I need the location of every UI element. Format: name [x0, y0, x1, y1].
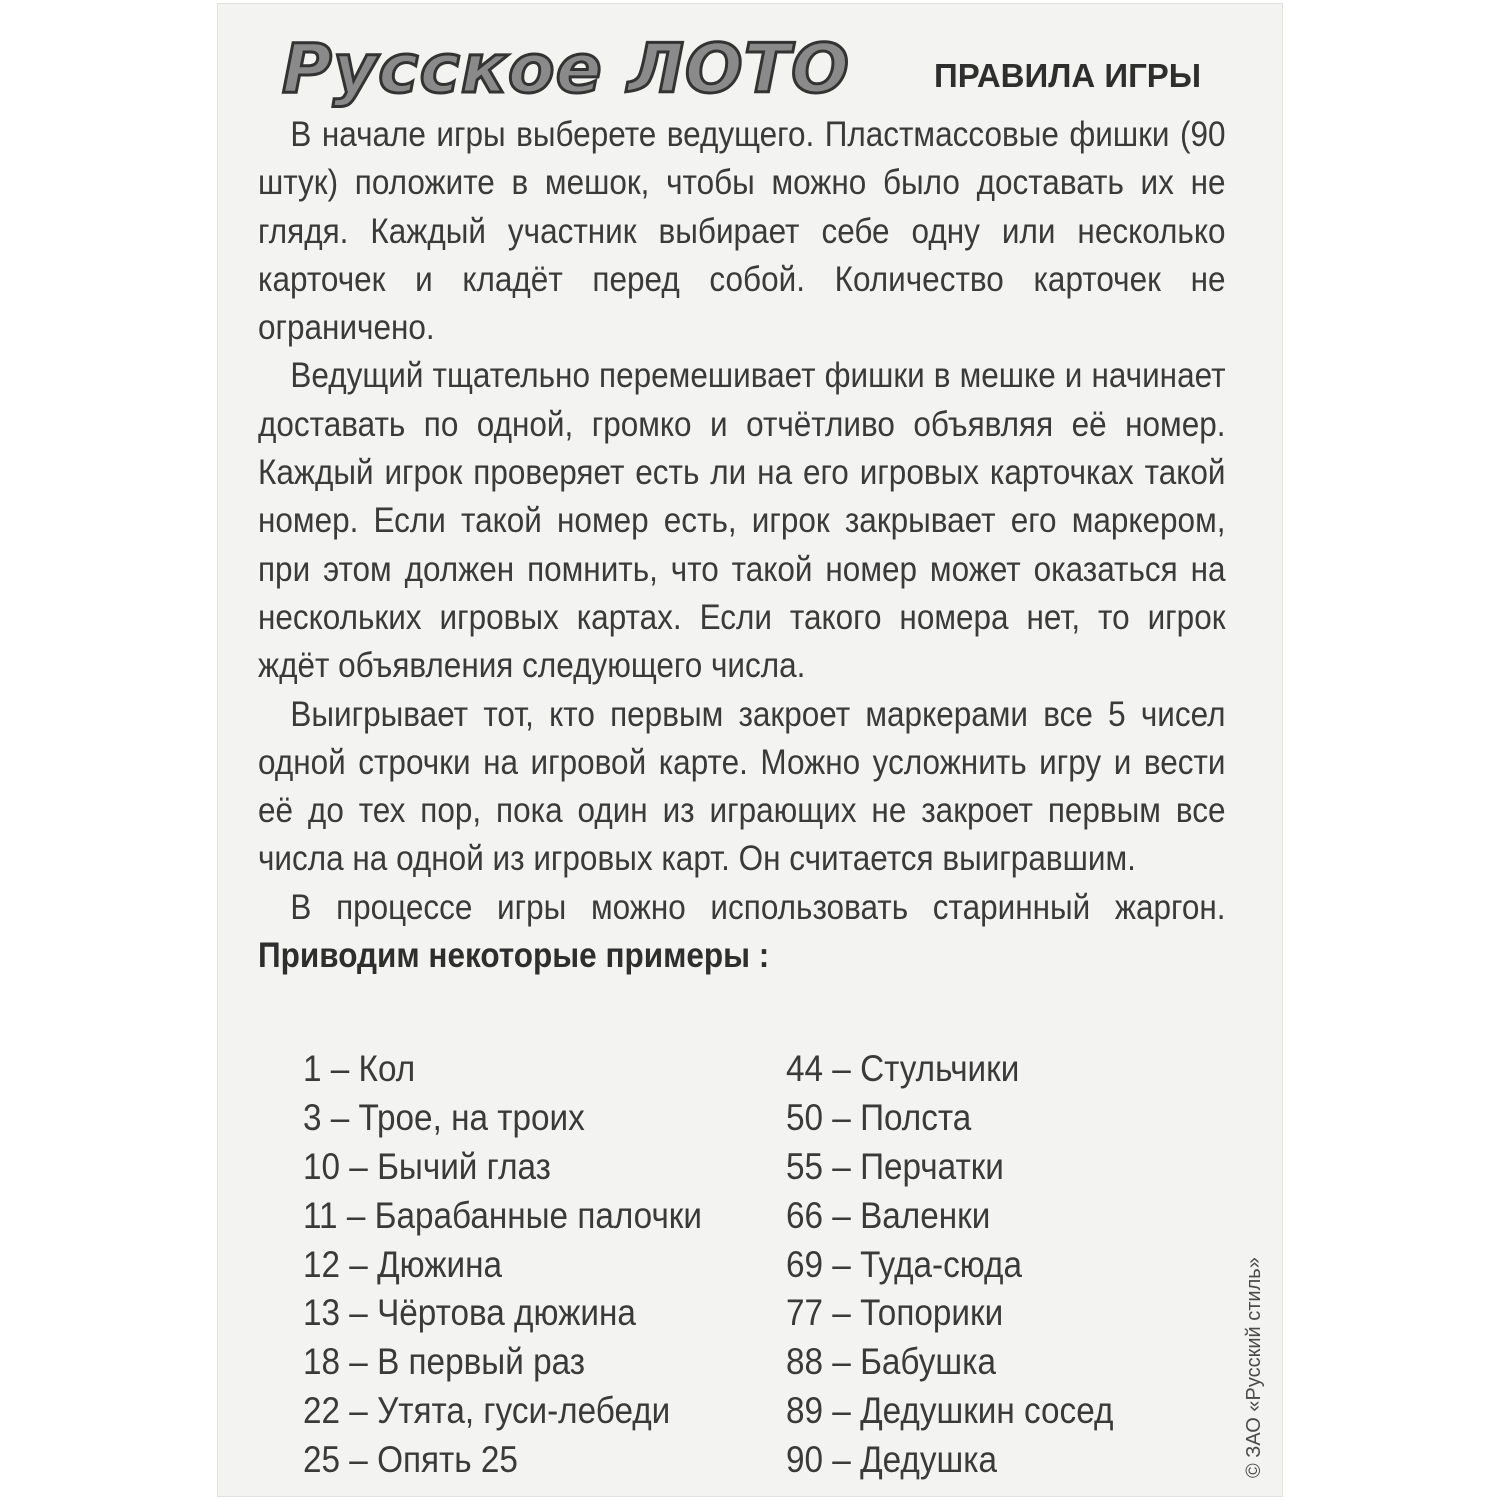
paragraph-gameplay: Ведущий тщательно перемешивает фишки в мешке и начинает доставать по одной, громко и отчётливо объявляя её номер. Каждый игрок проверяет есть ли на его игровых карточках такой номер. Если такой номер есть, игрок закрывает его маркером, при этом должен помнить, что такой номер может оказаться на нескольких игровых картах. Если такого номера нет, то игрок ждёт объявления следующего числа. [258, 356, 1226, 686]
jargon-item: 11 – Барабанные палочки [303, 1194, 702, 1236]
paragraph-jargon-intro [258, 884, 1226, 981]
jargon-examples-heading: Приводим некоторые примеры : [258, 936, 770, 976]
rules-text [258, 111, 1226, 980]
jargon-item: 90 – Дедушка [786, 1439, 998, 1481]
paragraph-winning: Выигрывает тот, кто первым закроет маркерами все 5 чисел одной строчки на игровой карте. Можно усложнить игру и вести её до тех пор, пока один из играющих не закроет первым все числа на одной из игровых карт. Он считается выигравшим. [258, 694, 1226, 879]
jargon-item: 88 – Бабушка [786, 1341, 996, 1383]
jargon-item: 25 – Опять 25 [303, 1439, 518, 1481]
paragraph-setup: В начале игры выберете ведущего. Пластмассовые фишки (90 штук) положите в мешок, чтобы можно было доставать их не глядя. Каждый участник выбирает себе одну или несколько карточек и кладёт перед собой. Количество карточек не ограничено. [258, 115, 1226, 348]
jargon-item: 12 – Дюжина [303, 1243, 503, 1285]
rules-title: ПРАВИЛА ИГРЫ [934, 57, 1202, 94]
jargon-item: 10 – Бычий глаз [303, 1145, 551, 1187]
jargon-item: 69 – Туда-сюда [786, 1243, 1022, 1285]
jargon-item: 1 – Кол [303, 1048, 416, 1089]
copyright-notice: © ЗАО «Русский стиль» [1243, 1257, 1265, 1478]
card-header [282, 30, 1222, 110]
jargon-column-left [303, 1045, 702, 1485]
jargon-item: 50 – Полста [786, 1096, 972, 1138]
jargon-item: 3 – Трое, на троих [303, 1096, 585, 1138]
jargon-item: 66 – Валенки [786, 1194, 991, 1236]
jargon-item: 44 – Стульчики [786, 1048, 1020, 1089]
jargon-item: 13 – Чёртова дюжина [303, 1292, 636, 1334]
jargon-intro-text: В процессе игры можно использовать старинный жаргон. [290, 887, 1226, 927]
jargon-item: 77 – Топорики [786, 1292, 1004, 1334]
jargon-column-right [786, 1045, 1113, 1485]
game-logo: Русское ЛОТО [282, 30, 850, 109]
jargon-item: 22 – Утята, гуси-лебеди [303, 1390, 671, 1432]
jargon-item: 89 – Дедушкин сосед [786, 1390, 1114, 1432]
jargon-item: 55 – Перчатки [786, 1145, 1004, 1187]
jargon-list [303, 1045, 1223, 1485]
jargon-item: 18 – В первый раз [303, 1341, 586, 1383]
